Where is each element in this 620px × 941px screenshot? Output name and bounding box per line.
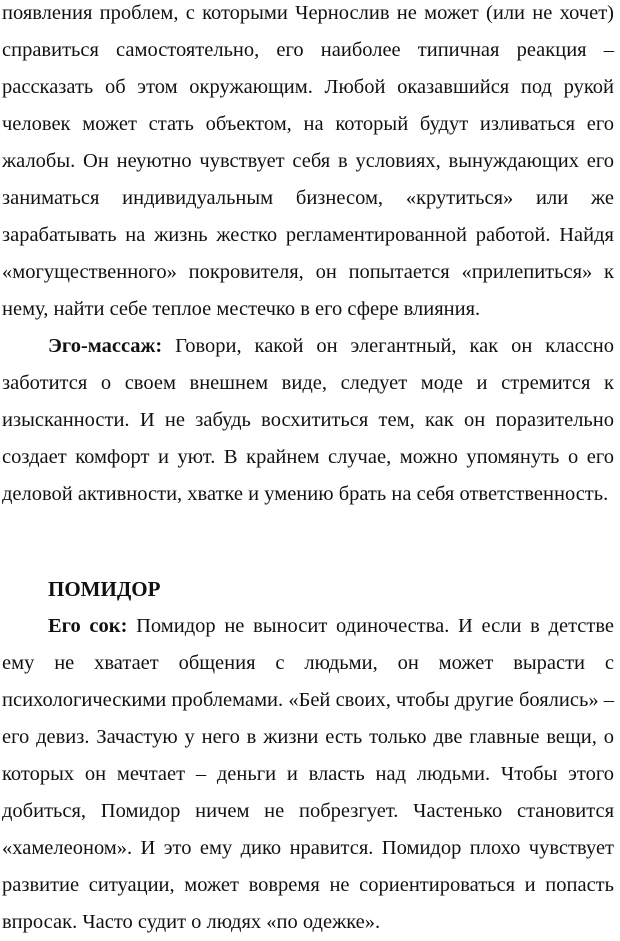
ego-massage-text: Говори, какой он элегантный, как он классно заботится о своем внешнем виде, следует моде и стремится к изысканности. И не забудь восхититься тем, как он поразительно создает комфорт и уют. В крайнем случае, можно упомянуть о его деловой активности, хватке и умению брать на себя ответственность. [2,335,614,505]
paragraph-prune-complaints: появления проблем, с которыми Чернослив не может (или не хочет) справиться самостоятельно, его наиболее типичная реакция – рассказать об этом окружающим. Любой оказавшийся под рукой человек может стать объектом, на который будут изливаться его жалобы. Он неуютно чувствует себя в условиях, вынуждающих его заниматься индивидуальным бизнесом, «крутиться» или же зарабатывать на жизнь жестко регламентированной работой. Найдя «могущественного» покровителя, он попытается «прилепиться» к нему, найти себе теплое местечко в его сфере влияния. [2,2,614,320]
ego-massage-lead: Эго-массаж: [48,335,163,357]
paragraph-tomato-juice [2,608,614,941]
tomato-juice-text: Помидор не выносит одиночества. И если в детстве ему не хватает общения с людьми, он может вырасти с психологическими проблемами. «Бей своих, чтобы другие боялись» – его девиз. Зачастую у него в жизни есть только две главные вещи, о которых он мечтает – деньги и власть над людьми. Чтобы этого добиться, Помидор ничем не побрезгует. Частенько становится «хамелеоном». И это ему дико нравится. Помидор плохо чувствует развитие ситуации, может вовремя не сориентироваться и попасть впросак. Часто судит о людях «по одежке». [2,615,614,933]
tomato-juice-lead: Его сок: [48,615,128,637]
section-heading-tomato: ПОМИДОР [48,577,161,601]
paragraph-ego-massage [2,328,614,513]
